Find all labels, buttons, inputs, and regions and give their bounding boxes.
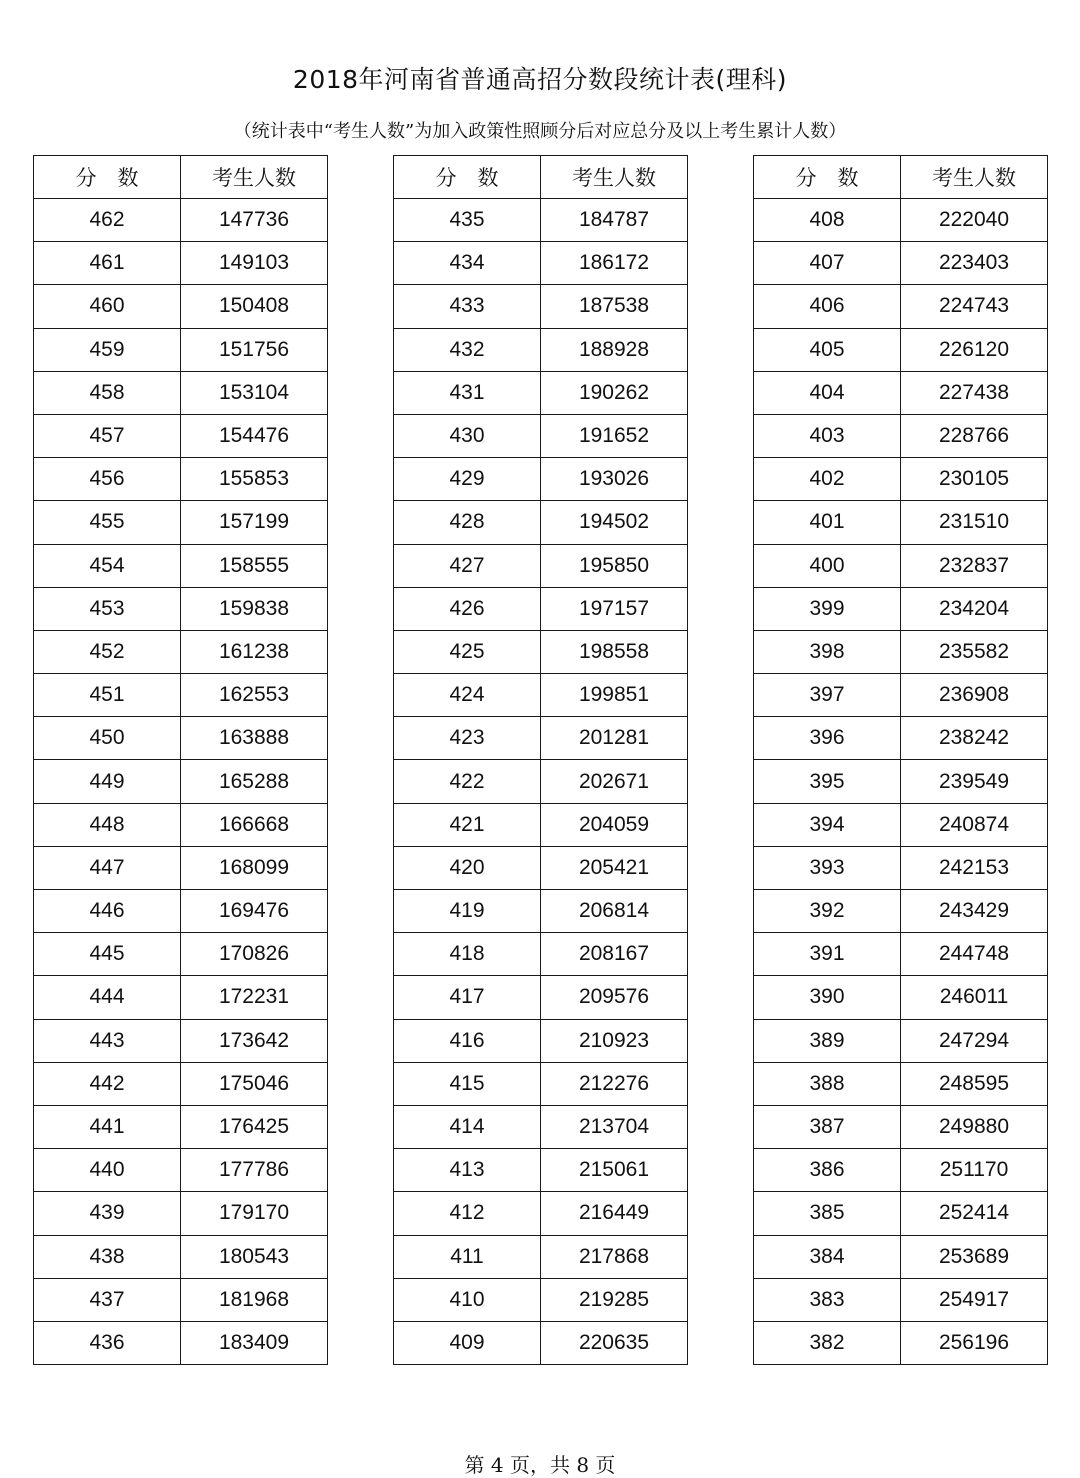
count-cell: 157199: [181, 501, 328, 544]
count-cell: 244748: [901, 933, 1048, 976]
score-cell: 424: [394, 674, 541, 717]
score-cell: 462: [34, 199, 181, 242]
score-cell: 399: [754, 587, 901, 630]
score-cell: 386: [754, 1149, 901, 1192]
score-cell: 436: [34, 1321, 181, 1364]
score-cell: 434: [394, 242, 541, 285]
score-cell: 406: [754, 285, 901, 328]
count-cell: 230105: [901, 458, 1048, 501]
score-cell: 410: [394, 1278, 541, 1321]
count-cell: 210923: [541, 1019, 688, 1062]
table-body: [34, 199, 328, 1365]
score-cell: 413: [394, 1149, 541, 1192]
count-cell: 155853: [181, 458, 328, 501]
table-row: [34, 242, 328, 285]
table-row: [754, 846, 1048, 889]
score-cell: 398: [754, 630, 901, 673]
count-cell: 227438: [901, 371, 1048, 414]
column-header-count: 考生人数: [541, 156, 688, 199]
table-row: [34, 717, 328, 760]
table-row: [394, 1149, 688, 1192]
score-cell: 422: [394, 760, 541, 803]
table-row: [394, 803, 688, 846]
count-cell: 188928: [541, 328, 688, 371]
score-cell: 435: [394, 199, 541, 242]
count-cell: 191652: [541, 414, 688, 457]
table-row: [34, 630, 328, 673]
score-cell: 428: [394, 501, 541, 544]
count-cell: 234204: [901, 587, 1048, 630]
count-cell: 194502: [541, 501, 688, 544]
score-cell: 411: [394, 1235, 541, 1278]
table-row: [394, 501, 688, 544]
column-header-count: 考生人数: [181, 156, 328, 199]
score-cell: 414: [394, 1105, 541, 1148]
count-cell: 176425: [181, 1105, 328, 1148]
score-cell: 449: [34, 760, 181, 803]
table-row: [754, 717, 1048, 760]
table-header-row: [754, 156, 1048, 199]
table-row: [34, 1192, 328, 1235]
table-row: [754, 630, 1048, 673]
score-cell: 383: [754, 1278, 901, 1321]
score-cell: 460: [34, 285, 181, 328]
count-cell: 170826: [181, 933, 328, 976]
score-cell: 396: [754, 717, 901, 760]
score-cell: 389: [754, 1019, 901, 1062]
count-cell: 224743: [901, 285, 1048, 328]
count-cell: 235582: [901, 630, 1048, 673]
table-row: [394, 976, 688, 1019]
table-row: [394, 890, 688, 933]
score-cell: 430: [394, 414, 541, 457]
score-cell: 455: [34, 501, 181, 544]
score-cell: 384: [754, 1235, 901, 1278]
table-row: [34, 803, 328, 846]
score-cell: 420: [394, 846, 541, 889]
score-cell: 426: [394, 587, 541, 630]
table-row: [394, 414, 688, 457]
count-cell: 187538: [541, 285, 688, 328]
score-cell: 400: [754, 544, 901, 587]
table-row: [394, 1235, 688, 1278]
table-row: [754, 933, 1048, 976]
count-cell: 219285: [541, 1278, 688, 1321]
table-row: [34, 544, 328, 587]
count-cell: 238242: [901, 717, 1048, 760]
count-cell: 253689: [901, 1235, 1048, 1278]
score-cell: 409: [394, 1321, 541, 1364]
score-cell: 438: [34, 1235, 181, 1278]
score-cell: 385: [754, 1192, 901, 1235]
count-cell: 197157: [541, 587, 688, 630]
table-row: [394, 630, 688, 673]
score-cell: 441: [34, 1105, 181, 1148]
table-row: [394, 846, 688, 889]
table-row: [34, 1019, 328, 1062]
count-cell: 226120: [901, 328, 1048, 371]
table-row: [394, 199, 688, 242]
score-cell: 391: [754, 933, 901, 976]
score-cell: 427: [394, 544, 541, 587]
count-cell: 199851: [541, 674, 688, 717]
table-row: [754, 1235, 1048, 1278]
table-row: [34, 1105, 328, 1148]
table-row: [34, 414, 328, 457]
score-cell: 437: [34, 1278, 181, 1321]
score-cell: 405: [754, 328, 901, 371]
count-cell: 215061: [541, 1149, 688, 1192]
column-header-count: 考生人数: [901, 156, 1048, 199]
score-cell: 459: [34, 328, 181, 371]
score-cell: 382: [754, 1321, 901, 1364]
count-cell: 252414: [901, 1192, 1048, 1235]
table-header-row: [34, 156, 328, 199]
score-cell: 397: [754, 674, 901, 717]
count-cell: 183409: [181, 1321, 328, 1364]
count-cell: 177786: [181, 1149, 328, 1192]
table-row: [754, 1278, 1048, 1321]
score-cell: 392: [754, 890, 901, 933]
score-cell: 417: [394, 976, 541, 1019]
table-row: [394, 1278, 688, 1321]
count-cell: 151756: [181, 328, 328, 371]
table-row: [34, 285, 328, 328]
count-cell: 243429: [901, 890, 1048, 933]
table-row: [394, 1019, 688, 1062]
score-cell: 394: [754, 803, 901, 846]
count-cell: 172231: [181, 976, 328, 1019]
table-row: [34, 199, 328, 242]
count-cell: 216449: [541, 1192, 688, 1235]
count-cell: 205421: [541, 846, 688, 889]
table-row: [34, 1235, 328, 1278]
table-row: [754, 1062, 1048, 1105]
score-cell: 419: [394, 890, 541, 933]
table-row: [34, 1321, 328, 1364]
table-row: [754, 976, 1048, 1019]
count-cell: 217868: [541, 1235, 688, 1278]
score-cell: 388: [754, 1062, 901, 1105]
count-cell: 256196: [901, 1321, 1048, 1364]
count-cell: 231510: [901, 501, 1048, 544]
count-cell: 162553: [181, 674, 328, 717]
score-cell: 425: [394, 630, 541, 673]
score-cell: 415: [394, 1062, 541, 1105]
score-cell: 443: [34, 1019, 181, 1062]
table-row: [754, 544, 1048, 587]
table-row: [34, 846, 328, 889]
table-row: [394, 371, 688, 414]
score-cell: 390: [754, 976, 901, 1019]
count-cell: 206814: [541, 890, 688, 933]
table-row: [754, 1149, 1048, 1192]
score-cell: 451: [34, 674, 181, 717]
table-row: [754, 1321, 1048, 1364]
table-row: [34, 458, 328, 501]
table-row: [754, 285, 1048, 328]
score-cell: 407: [754, 242, 901, 285]
score-table-2: [393, 155, 688, 1365]
table-row: [754, 674, 1048, 717]
table-row: [394, 328, 688, 371]
count-cell: 240874: [901, 803, 1048, 846]
table-row: [34, 976, 328, 1019]
table-row: [34, 1149, 328, 1192]
table-row: [394, 1105, 688, 1148]
table-row: [34, 328, 328, 371]
count-cell: 236908: [901, 674, 1048, 717]
count-cell: 193026: [541, 458, 688, 501]
count-cell: 168099: [181, 846, 328, 889]
count-cell: 180543: [181, 1235, 328, 1278]
count-cell: 158555: [181, 544, 328, 587]
count-cell: 246011: [901, 976, 1048, 1019]
table-row: [754, 890, 1048, 933]
count-cell: 159838: [181, 587, 328, 630]
table-row: [394, 760, 688, 803]
table-row: [34, 587, 328, 630]
score-cell: 402: [754, 458, 901, 501]
table-row: [394, 544, 688, 587]
count-cell: 173642: [181, 1019, 328, 1062]
table-body: [754, 199, 1048, 1365]
score-cell: 456: [34, 458, 181, 501]
table-row: [34, 371, 328, 414]
table-row: [754, 501, 1048, 544]
count-cell: 154476: [181, 414, 328, 457]
score-cell: 448: [34, 803, 181, 846]
count-cell: 201281: [541, 717, 688, 760]
table-row: [754, 587, 1048, 630]
count-cell: 239549: [901, 760, 1048, 803]
table-row: [754, 242, 1048, 285]
table-row: [394, 674, 688, 717]
score-cell: 432: [394, 328, 541, 371]
table-row: [754, 371, 1048, 414]
score-table-1: [33, 155, 328, 1365]
score-cell: 403: [754, 414, 901, 457]
table-row: [754, 1192, 1048, 1235]
table-row: [754, 199, 1048, 242]
count-cell: 212276: [541, 1062, 688, 1105]
table-row: [34, 1062, 328, 1105]
column-header-score: 分 数: [754, 156, 901, 199]
table-body: [394, 199, 688, 1365]
score-cell: 461: [34, 242, 181, 285]
count-cell: 181968: [181, 1278, 328, 1321]
page-number: 第 4 页，共 8 页: [464, 1453, 616, 1477]
table-row: [754, 1019, 1048, 1062]
score-cell: 393: [754, 846, 901, 889]
count-cell: 166668: [181, 803, 328, 846]
count-cell: 161238: [181, 630, 328, 673]
count-cell: 153104: [181, 371, 328, 414]
table-row: [34, 933, 328, 976]
score-cell: 429: [394, 458, 541, 501]
count-cell: 232837: [901, 544, 1048, 587]
count-cell: 247294: [901, 1019, 1048, 1062]
table-row: [394, 1321, 688, 1364]
score-cell: 431: [394, 371, 541, 414]
score-table-3: [753, 155, 1048, 1365]
score-cell: 458: [34, 371, 181, 414]
table-row: [34, 1278, 328, 1321]
score-cell: 442: [34, 1062, 181, 1105]
count-cell: 190262: [541, 371, 688, 414]
table-row: [34, 890, 328, 933]
score-cell: 418: [394, 933, 541, 976]
score-cell: 416: [394, 1019, 541, 1062]
table-row: [394, 1062, 688, 1105]
score-cell: 445: [34, 933, 181, 976]
count-cell: 186172: [541, 242, 688, 285]
count-cell: 149103: [181, 242, 328, 285]
score-cell: 444: [34, 976, 181, 1019]
count-cell: 251170: [901, 1149, 1048, 1192]
count-cell: 228766: [901, 414, 1048, 457]
score-cell: 453: [34, 587, 181, 630]
count-cell: 220635: [541, 1321, 688, 1364]
table-row: [34, 674, 328, 717]
count-cell: 202671: [541, 760, 688, 803]
count-cell: 204059: [541, 803, 688, 846]
score-cell: 457: [34, 414, 181, 457]
score-cell: 439: [34, 1192, 181, 1235]
score-cell: 440: [34, 1149, 181, 1192]
table-row: [394, 242, 688, 285]
table-note: （统计表中“考生人数”为加入政策性照顾分后对应总分及以上考生累计人数）: [233, 121, 847, 142]
table-header-row: [394, 156, 688, 199]
count-cell: 242153: [901, 846, 1048, 889]
table-row: [754, 328, 1048, 371]
column-header-score: 分 数: [34, 156, 181, 199]
count-cell: 179170: [181, 1192, 328, 1235]
table-row: [394, 285, 688, 328]
table-row: [754, 458, 1048, 501]
score-cell: 404: [754, 371, 901, 414]
count-cell: 209576: [541, 976, 688, 1019]
score-cell: 454: [34, 544, 181, 587]
table-row: [394, 933, 688, 976]
count-cell: 254917: [901, 1278, 1048, 1321]
table-row: [394, 458, 688, 501]
table-row: [754, 803, 1048, 846]
score-cell: 433: [394, 285, 541, 328]
page-title: 2018年河南省普通高招分数段统计表(理科): [292, 65, 788, 94]
score-cell: 452: [34, 630, 181, 673]
table-row: [754, 760, 1048, 803]
count-cell: 147736: [181, 199, 328, 242]
count-cell: 213704: [541, 1105, 688, 1148]
table-row: [394, 1192, 688, 1235]
count-cell: 249880: [901, 1105, 1048, 1148]
count-cell: 208167: [541, 933, 688, 976]
table-row: [754, 414, 1048, 457]
score-cell: 450: [34, 717, 181, 760]
count-cell: 163888: [181, 717, 328, 760]
table-row: [754, 1105, 1048, 1148]
score-cell: 408: [754, 199, 901, 242]
score-cell: 447: [34, 846, 181, 889]
table-row: [394, 717, 688, 760]
count-cell: 222040: [901, 199, 1048, 242]
count-cell: 184787: [541, 199, 688, 242]
count-cell: 195850: [541, 544, 688, 587]
score-cell: 423: [394, 717, 541, 760]
score-cell: 401: [754, 501, 901, 544]
score-cell: 387: [754, 1105, 901, 1148]
count-cell: 150408: [181, 285, 328, 328]
score-cell: 395: [754, 760, 901, 803]
count-cell: 175046: [181, 1062, 328, 1105]
score-cell: 421: [394, 803, 541, 846]
score-cell: 446: [34, 890, 181, 933]
count-cell: 248595: [901, 1062, 1048, 1105]
count-cell: 169476: [181, 890, 328, 933]
table-row: [34, 501, 328, 544]
table-row: [394, 587, 688, 630]
score-cell: 412: [394, 1192, 541, 1235]
table-row: [34, 760, 328, 803]
column-header-score: 分 数: [394, 156, 541, 199]
count-cell: 223403: [901, 242, 1048, 285]
count-cell: 165288: [181, 760, 328, 803]
count-cell: 198558: [541, 630, 688, 673]
